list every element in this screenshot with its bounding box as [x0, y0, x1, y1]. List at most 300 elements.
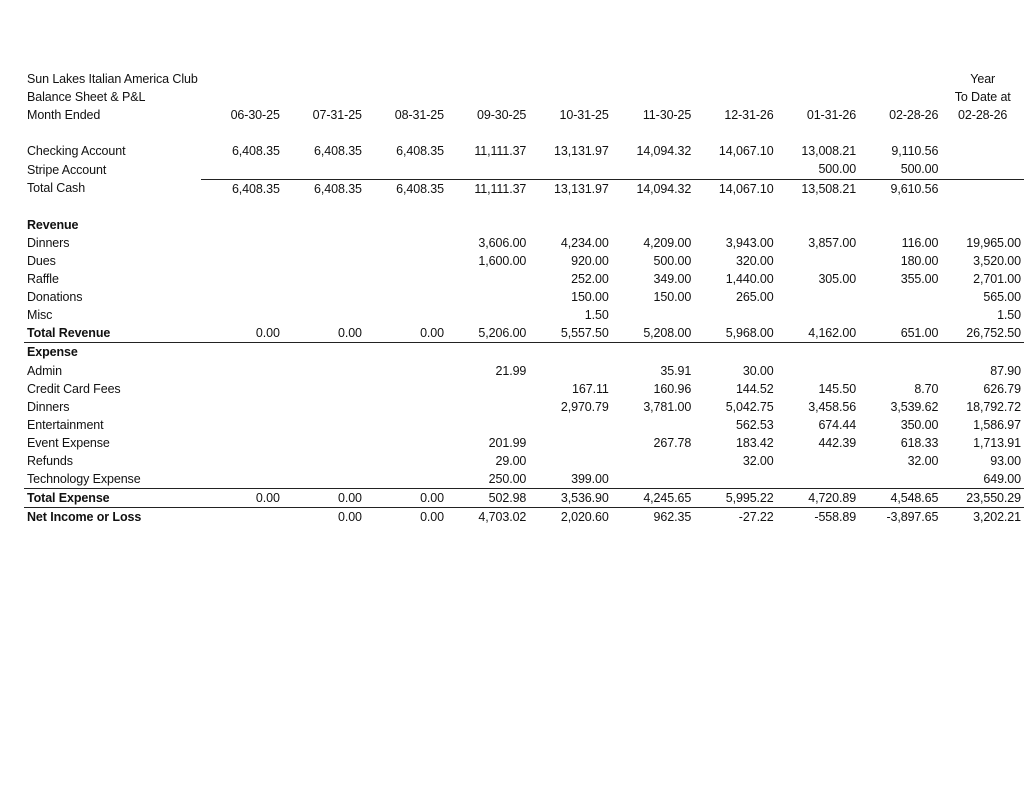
month-header: 12-31-26 — [724, 108, 774, 123]
empty-cell — [529, 70, 611, 88]
value-cell — [201, 306, 283, 324]
value-cell: 5,557.50 — [529, 324, 611, 343]
empty-cell — [941, 216, 1024, 234]
section-heading: Expense — [27, 345, 78, 360]
value-cell: 1,600.00 — [478, 253, 527, 268]
expense-row — [24, 398, 1024, 416]
value-cell: 0.00 — [283, 489, 365, 508]
value-cell: 0.00 — [365, 489, 447, 508]
value-cell — [777, 470, 859, 489]
value-cell: 4,703.02 — [478, 510, 527, 525]
value-cell: 250.00 — [488, 472, 527, 487]
value-cell: 2,701.00 — [973, 272, 1021, 287]
value-cell: 13,508.21 — [777, 179, 859, 198]
month-header: 07-31-25 — [312, 108, 362, 123]
empty-cell — [283, 216, 365, 234]
value-cell — [201, 416, 283, 434]
empty-cell — [777, 216, 859, 234]
value-cell: 6,408.35 — [231, 144, 280, 159]
value-cell — [365, 398, 447, 416]
value-cell: 1.50 — [997, 308, 1021, 323]
value-cell: -558.89 — [814, 510, 857, 525]
empty-cell — [365, 216, 447, 234]
empty-cell — [612, 343, 694, 362]
empty-cell — [612, 198, 694, 216]
net-income-row — [24, 508, 1024, 527]
month-header: 09-30-25 — [477, 108, 527, 123]
value-cell — [365, 362, 447, 380]
value-cell — [447, 288, 529, 306]
month-header: 06-30-25 — [230, 108, 280, 123]
value-cell: 562.53 — [736, 417, 774, 432]
value-cell: 9,610.56 — [859, 179, 941, 198]
ytd-header-to-date: To Date at — [954, 90, 1011, 105]
value-cell: 305.00 — [818, 272, 857, 287]
value-cell — [365, 306, 447, 324]
empty-cell — [694, 343, 776, 362]
value-cell: 18,792.72 — [966, 399, 1021, 414]
month-header: 08-31-25 — [394, 108, 444, 123]
row-label: Event Expense — [27, 435, 110, 450]
value-cell: 11,111.37 — [474, 144, 527, 159]
empty-cell — [941, 124, 1024, 142]
expense-row — [24, 380, 1024, 398]
value-cell: 5,042.75 — [725, 399, 774, 414]
value-cell: 500.00 — [900, 162, 939, 177]
value-cell: 13,131.97 — [529, 179, 611, 198]
empty-cell — [859, 124, 941, 142]
empty-cell — [941, 198, 1024, 216]
value-cell — [365, 234, 447, 252]
value-cell — [777, 252, 859, 270]
value-cell — [201, 380, 283, 398]
value-cell: 19,965.00 — [966, 235, 1021, 250]
empty-cell — [447, 216, 529, 234]
revenue-heading-row — [24, 216, 1024, 234]
revenue-row — [24, 252, 1024, 270]
value-cell — [612, 452, 694, 470]
value-cell — [612, 470, 694, 489]
value-cell: 1,440.00 — [725, 272, 774, 287]
value-cell: 13,131.97 — [554, 144, 609, 159]
row-label: Entertainment — [27, 417, 104, 432]
value-cell — [283, 434, 365, 452]
empty-cell — [529, 124, 611, 142]
empty-cell — [859, 88, 941, 106]
value-cell — [201, 270, 283, 288]
value-cell: 649.00 — [983, 472, 1021, 487]
value-cell — [612, 416, 694, 434]
value-cell — [201, 452, 283, 470]
month-header: 10-31-25 — [559, 108, 609, 123]
value-cell: 3,943.00 — [725, 235, 774, 250]
spacer-row — [24, 124, 1024, 142]
row-label: Stripe Account — [27, 162, 107, 177]
value-cell: 3,857.00 — [808, 235, 857, 250]
value-cell — [365, 434, 447, 452]
value-cell — [283, 452, 365, 470]
empty-cell — [529, 88, 611, 106]
value-cell: 3,606.00 — [478, 235, 527, 250]
value-cell — [365, 160, 447, 179]
value-cell: 399.00 — [571, 472, 609, 487]
total-cash-row — [24, 179, 1024, 198]
value-cell: 4,548.65 — [859, 489, 941, 508]
value-cell: 350.00 — [900, 417, 939, 432]
value-cell — [612, 306, 694, 324]
empty-cell — [612, 70, 694, 88]
value-cell: 21.99 — [495, 363, 527, 378]
revenue-row — [24, 234, 1024, 252]
value-cell — [283, 398, 365, 416]
empty-cell — [694, 70, 776, 88]
row-label: Raffle — [27, 272, 59, 287]
empty-cell — [777, 124, 859, 142]
value-cell: 5,208.00 — [612, 324, 694, 343]
value-cell: 0.00 — [283, 324, 365, 343]
value-cell — [201, 234, 283, 252]
section-heading: Revenue — [27, 217, 79, 232]
empty-cell — [529, 343, 611, 362]
value-cell — [201, 362, 283, 380]
value-cell: 9,110.56 — [891, 144, 939, 159]
month-ended-label: Month Ended — [27, 108, 101, 123]
empty-cell — [283, 70, 365, 88]
value-cell: 962.35 — [653, 510, 692, 525]
value-cell: 145.50 — [818, 381, 857, 396]
value-cell: 6,408.35 — [283, 179, 365, 198]
empty-cell — [777, 198, 859, 216]
value-cell — [365, 252, 447, 270]
value-cell: 267.78 — [653, 435, 692, 450]
empty-cell — [201, 216, 283, 234]
row-label: Total Cash — [27, 181, 86, 196]
value-cell: 14,067.10 — [694, 179, 776, 198]
value-cell — [283, 362, 365, 380]
value-cell: 8.70 — [914, 381, 939, 396]
value-cell — [283, 252, 365, 270]
total-expense-row — [24, 489, 1024, 508]
empty-cell — [694, 216, 776, 234]
value-cell — [283, 380, 365, 398]
empty-cell — [365, 198, 447, 216]
value-cell: 355.00 — [900, 272, 939, 287]
value-cell: 320.00 — [736, 253, 774, 268]
value-cell — [283, 288, 365, 306]
value-cell — [859, 362, 941, 380]
value-cell: 116.00 — [901, 235, 939, 250]
value-cell: 6,408.35 — [201, 179, 283, 198]
empty-cell — [365, 124, 447, 142]
value-cell — [201, 470, 283, 489]
value-cell: 6,408.35 — [365, 179, 447, 198]
value-cell — [529, 160, 611, 179]
value-cell: 0.00 — [201, 324, 283, 343]
value-cell: 651.00 — [859, 324, 941, 343]
value-cell — [447, 398, 529, 416]
value-cell: 0.00 — [201, 489, 283, 508]
spacer-row — [24, 198, 1024, 216]
empty-cell — [447, 198, 529, 216]
club-name: Sun Lakes Italian America Club — [27, 72, 198, 86]
row-label: Dinners — [27, 399, 70, 414]
value-cell: 3,520.00 — [973, 253, 1021, 268]
value-cell: 3,202.21 — [973, 510, 1021, 525]
value-cell: 32.00 — [742, 453, 774, 468]
revenue-row — [24, 270, 1024, 288]
value-cell: 13,008.21 — [801, 144, 857, 159]
value-cell: 3,536.90 — [529, 489, 611, 508]
empty-cell — [859, 343, 941, 362]
header-row-3 — [24, 106, 1024, 124]
value-cell — [612, 160, 694, 179]
value-cell: 23,550.29 — [941, 489, 1024, 508]
value-cell: 4,162.00 — [777, 324, 859, 343]
value-cell: 30.00 — [742, 363, 774, 378]
expense-row — [24, 416, 1024, 434]
empty-cell — [529, 216, 611, 234]
value-cell: 349.00 — [653, 272, 692, 287]
value-cell — [283, 234, 365, 252]
value-cell: 0.00 — [337, 510, 362, 525]
row-label: Total Expense — [24, 489, 201, 508]
value-cell — [283, 270, 365, 288]
value-cell: 167.11 — [572, 381, 609, 396]
value-cell — [777, 362, 859, 380]
expense-row — [24, 362, 1024, 380]
value-cell: 201.99 — [488, 435, 527, 450]
empty-cell — [612, 88, 694, 106]
empty-cell — [447, 343, 529, 362]
ytd-header-date: 02-28-26 — [958, 108, 1008, 123]
row-label: Technology Expense — [27, 472, 141, 487]
empty-cell — [365, 70, 447, 88]
empty-cell — [201, 124, 283, 142]
value-cell — [859, 470, 941, 489]
value-cell: 29.00 — [495, 453, 527, 468]
value-cell: 87.90 — [990, 363, 1021, 378]
row-label: Donations — [27, 290, 83, 305]
value-cell: 5,995.22 — [694, 489, 776, 508]
value-cell: -27.22 — [738, 510, 774, 525]
value-cell — [694, 306, 776, 324]
expense-row — [24, 470, 1024, 489]
value-cell — [201, 434, 283, 452]
value-cell — [529, 452, 611, 470]
value-cell — [694, 470, 776, 489]
value-cell: 500.00 — [818, 162, 857, 177]
value-cell — [859, 288, 941, 306]
balance-sheet-table — [24, 70, 1024, 526]
header-row-2 — [24, 88, 1024, 106]
value-cell: 565.00 — [983, 290, 1021, 305]
empty-cell — [777, 70, 859, 88]
value-cell — [365, 380, 447, 398]
value-cell — [777, 452, 859, 470]
empty-cell — [201, 70, 283, 88]
value-cell: 14,067.10 — [718, 144, 774, 159]
value-cell: 1,586.97 — [973, 417, 1021, 432]
row-label: Misc — [27, 308, 53, 323]
value-cell: 5,968.00 — [694, 324, 776, 343]
empty-cell — [859, 216, 941, 234]
empty-cell — [24, 198, 201, 216]
value-cell — [777, 288, 859, 306]
value-cell: 265.00 — [736, 290, 774, 305]
value-cell — [529, 434, 611, 452]
empty-cell — [365, 88, 447, 106]
month-header: 11-30-25 — [642, 108, 692, 123]
value-cell: 0.00 — [365, 324, 447, 343]
value-cell — [201, 508, 283, 527]
value-cell: 35.91 — [660, 363, 692, 378]
cash-row — [24, 160, 1024, 179]
value-cell — [447, 416, 529, 434]
empty-cell — [201, 198, 283, 216]
value-cell: 4,234.00 — [560, 235, 609, 250]
value-cell: 3,458.56 — [808, 399, 857, 414]
value-cell — [365, 416, 447, 434]
empty-cell — [201, 88, 283, 106]
empty-cell — [612, 216, 694, 234]
value-cell: 618.33 — [900, 435, 939, 450]
header-row-1 — [24, 70, 1024, 88]
empty-cell — [694, 198, 776, 216]
empty-cell — [777, 343, 859, 362]
value-cell — [941, 160, 1024, 179]
value-cell: 4,720.89 — [777, 489, 859, 508]
empty-cell — [529, 198, 611, 216]
expense-heading-row — [24, 343, 1024, 362]
value-cell: 160.96 — [653, 381, 692, 396]
value-cell: 0.00 — [420, 510, 444, 525]
empty-cell — [777, 88, 859, 106]
row-label: Total Revenue — [24, 324, 201, 343]
empty-cell — [859, 70, 941, 88]
value-cell: 442.39 — [818, 435, 857, 450]
value-cell — [941, 142, 1024, 160]
empty-cell — [283, 198, 365, 216]
value-cell: 3,781.00 — [643, 399, 692, 414]
row-label: Dues — [27, 253, 56, 268]
value-cell — [283, 470, 365, 489]
value-cell — [283, 160, 365, 179]
value-cell: 4,209.00 — [643, 235, 692, 250]
empty-cell — [365, 343, 447, 362]
value-cell — [201, 160, 283, 179]
value-cell: 252.00 — [571, 272, 609, 287]
month-header: 01-31-26 — [806, 108, 857, 123]
cash-row — [24, 142, 1024, 160]
empty-cell — [447, 70, 529, 88]
value-cell — [529, 362, 611, 380]
value-cell: 183.42 — [736, 435, 774, 450]
value-cell: 626.79 — [983, 381, 1021, 396]
revenue-row — [24, 288, 1024, 306]
value-cell — [447, 306, 529, 324]
value-cell: 502.98 — [447, 489, 529, 508]
value-cell — [365, 470, 447, 489]
empty-cell — [859, 198, 941, 216]
value-cell: 5,206.00 — [447, 324, 529, 343]
value-cell: 2,020.60 — [560, 510, 609, 525]
expense-row — [24, 452, 1024, 470]
empty-cell — [941, 343, 1024, 362]
row-label: Dinners — [27, 235, 70, 250]
value-cell — [694, 160, 776, 179]
value-cell: 93.00 — [990, 453, 1021, 468]
expense-row — [24, 434, 1024, 452]
total-revenue-row — [24, 324, 1024, 343]
value-cell — [283, 416, 365, 434]
value-cell: 32.00 — [907, 453, 939, 468]
empty-cell — [201, 343, 283, 362]
value-cell: 4,245.65 — [612, 489, 694, 508]
empty-cell — [694, 124, 776, 142]
value-cell — [365, 288, 447, 306]
value-cell: 674.44 — [818, 417, 857, 432]
value-cell: 6,408.35 — [396, 144, 444, 159]
empty-cell — [283, 124, 365, 142]
empty-cell — [694, 88, 776, 106]
value-cell: 6,408.35 — [314, 144, 362, 159]
value-cell — [365, 452, 447, 470]
row-label: Credit Card Fees — [27, 381, 121, 396]
value-cell: 26,752.50 — [941, 324, 1024, 343]
value-cell — [447, 160, 529, 179]
empty-cell — [24, 124, 201, 142]
value-cell: 150.00 — [653, 290, 692, 305]
ytd-header-year: Year — [970, 72, 996, 86]
value-cell: 11,111.37 — [447, 179, 529, 198]
row-label: Net Income or Loss — [27, 510, 142, 525]
value-cell — [201, 398, 283, 416]
value-cell: 1,713.91 — [973, 435, 1021, 450]
value-cell: 180.00 — [900, 253, 939, 268]
report-title: Balance Sheet & P&L — [27, 90, 146, 105]
value-cell — [201, 288, 283, 306]
empty-cell — [447, 88, 529, 106]
value-cell: 500.00 — [653, 253, 692, 268]
empty-cell — [283, 343, 365, 362]
empty-cell — [612, 124, 694, 142]
value-cell: 144.52 — [736, 381, 774, 396]
month-header: 02-28-26 — [889, 108, 939, 123]
value-cell — [201, 252, 283, 270]
value-cell — [365, 270, 447, 288]
value-cell: 3,539.62 — [890, 399, 939, 414]
value-cell — [447, 270, 529, 288]
value-cell — [529, 416, 611, 434]
value-cell — [859, 306, 941, 324]
value-cell — [283, 306, 365, 324]
value-cell: 14,094.32 — [636, 144, 692, 159]
value-cell — [777, 306, 859, 324]
value-cell: -3,897.65 — [886, 510, 939, 525]
value-cell: 150.00 — [571, 290, 609, 305]
row-label: Checking Account — [27, 144, 126, 159]
value-cell: 920.00 — [571, 253, 609, 268]
revenue-row — [24, 306, 1024, 324]
value-cell: 14,094.32 — [612, 179, 694, 198]
value-cell — [941, 179, 1024, 198]
empty-cell — [447, 124, 529, 142]
empty-cell — [283, 88, 365, 106]
value-cell — [447, 380, 529, 398]
row-label: Refunds — [27, 453, 73, 468]
row-label: Admin — [27, 363, 62, 378]
value-cell: 2,970.79 — [560, 399, 609, 414]
